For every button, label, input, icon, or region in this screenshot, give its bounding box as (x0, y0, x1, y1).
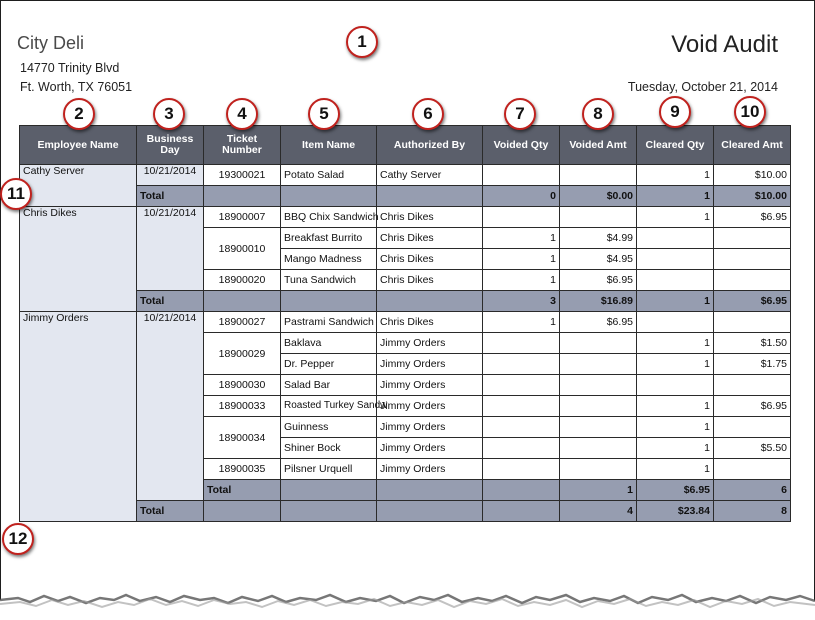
total-voided-qty: 1 (560, 480, 637, 501)
callout-marker-4: 4 (226, 98, 258, 130)
total-voided-qty: 0 (483, 186, 560, 207)
col-voided-amt: Voided Amt (560, 126, 637, 165)
voided-amt (560, 438, 637, 459)
voided-amt: $4.99 (560, 228, 637, 249)
total-voided-amt: $0.00 (560, 186, 637, 207)
authorized-by: Jimmy Orders (377, 459, 483, 480)
authorized-by: Jimmy Orders (377, 438, 483, 459)
report-title: Void Audit (671, 31, 778, 58)
authorized-by: Cathy Server (377, 165, 483, 186)
item-name: Roasted Turkey Sandw (281, 396, 377, 417)
authorized-by: Jimmy Orders (377, 417, 483, 438)
callout-marker-10: 10 (734, 96, 766, 128)
grand-total-voided-amt: $23.84 (637, 501, 714, 522)
col-employee-name: Employee Name (20, 126, 137, 165)
table-row (20, 165, 791, 186)
callout-marker-2: 2 (63, 98, 95, 130)
voided-amt: $6.95 (560, 270, 637, 291)
total-label: Total (204, 480, 281, 501)
col-business-day: Business Day (137, 126, 204, 165)
voided-amt (560, 207, 637, 228)
total-label: Total (137, 186, 204, 207)
cleared-qty: 1 (637, 333, 714, 354)
grand-total-voided-qty: 4 (560, 501, 637, 522)
table-row (20, 312, 791, 333)
item-name: Baklava (281, 333, 377, 354)
col-authorized-by: Authorized By (377, 126, 483, 165)
cleared-amt (714, 228, 791, 249)
cleared-amt (714, 249, 791, 270)
authorized-by: Jimmy Orders (377, 354, 483, 375)
item-name: Mango Madness (281, 249, 377, 270)
ticket-number: 19300021 (204, 165, 281, 186)
cleared-qty (637, 375, 714, 396)
voided-amt: $6.95 (560, 312, 637, 333)
voided-amt (560, 333, 637, 354)
col-cleared-qty: Cleared Qty (637, 126, 714, 165)
item-name: Dr. Pepper (281, 354, 377, 375)
cleared-amt (714, 375, 791, 396)
table-row (20, 207, 791, 228)
total-cleared-amt: $6.95 (714, 291, 791, 312)
ticket-number: 18900020 (204, 270, 281, 291)
item-name: Potato Salad (281, 165, 377, 186)
employee-name: Cathy Server (20, 165, 137, 207)
total-cleared-qty: 6 (714, 480, 791, 501)
total-voided-amt: $6.95 (637, 480, 714, 501)
cleared-amt (714, 270, 791, 291)
voided-amt (560, 375, 637, 396)
address-line-2: Ft. Worth, TX 76051 (20, 80, 133, 94)
authorized-by: Jimmy Orders (377, 375, 483, 396)
voided-qty: 1 (483, 312, 560, 333)
total-voided-qty: 3 (483, 291, 560, 312)
void-audit-table (19, 125, 791, 522)
cleared-qty (637, 312, 714, 333)
voided-qty: 1 (483, 249, 560, 270)
voided-qty (483, 354, 560, 375)
callout-marker-1: 1 (346, 26, 378, 58)
voided-amt (560, 417, 637, 438)
voided-qty (483, 459, 560, 480)
item-name: Salad Bar (281, 375, 377, 396)
cleared-amt: $5.50 (714, 438, 791, 459)
cleared-qty: 1 (637, 354, 714, 375)
voided-qty (483, 396, 560, 417)
grand-total-label: Total (137, 501, 204, 522)
ticket-number: 18900029 (204, 333, 281, 375)
ticket-number: 18900007 (204, 207, 281, 228)
voided-amt (560, 354, 637, 375)
cleared-amt (714, 312, 791, 333)
torn-edge-graphic (0, 578, 815, 620)
voided-qty (483, 375, 560, 396)
item-name: Pastrami Sandwich (281, 312, 377, 333)
authorized-by: Chris Dikes (377, 207, 483, 228)
cleared-qty (637, 249, 714, 270)
cleared-qty: 1 (637, 438, 714, 459)
cleared-amt (714, 459, 791, 480)
voided-qty (483, 333, 560, 354)
cleared-qty: 1 (637, 396, 714, 417)
authorized-by: Jimmy Orders (377, 396, 483, 417)
ticket-number: 18900033 (204, 396, 281, 417)
callout-marker-12: 12 (2, 523, 34, 555)
ticket-number: 18900035 (204, 459, 281, 480)
authorized-by: Chris Dikes (377, 270, 483, 291)
callout-marker-5: 5 (308, 98, 340, 130)
col-item-name: Item Name (281, 126, 377, 165)
col-cleared-amt: Cleared Amt (714, 126, 791, 165)
cleared-amt: $6.95 (714, 396, 791, 417)
cleared-amt (714, 417, 791, 438)
cleared-amt: $1.75 (714, 354, 791, 375)
voided-qty (483, 165, 560, 186)
address-line-1: 14770 Trinity Blvd (20, 61, 120, 75)
callout-marker-7: 7 (504, 98, 536, 130)
item-name: Breakfast Burrito (281, 228, 377, 249)
authorized-by: Chris Dikes (377, 228, 483, 249)
cleared-qty: 1 (637, 165, 714, 186)
cleared-qty: 1 (637, 459, 714, 480)
voided-amt (560, 459, 637, 480)
voided-amt: $4.95 (560, 249, 637, 270)
voided-qty: 1 (483, 228, 560, 249)
business-day: 10/21/2014 (137, 312, 204, 501)
total-voided-amt: $16.89 (560, 291, 637, 312)
item-name: Guinness (281, 417, 377, 438)
authorized-by: Jimmy Orders (377, 333, 483, 354)
cleared-qty (637, 228, 714, 249)
voided-amt (560, 396, 637, 417)
item-name: Tuna Sandwich (281, 270, 377, 291)
voided-amt (560, 165, 637, 186)
authorized-by: Chris Dikes (377, 312, 483, 333)
report-date: Tuesday, October 21, 2014 (627, 80, 778, 94)
table-header-row (20, 126, 791, 165)
callout-marker-6: 6 (412, 98, 444, 130)
callout-marker-8: 8 (582, 98, 614, 130)
cleared-qty: 1 (637, 207, 714, 228)
ticket-number: 18900030 (204, 375, 281, 396)
voided-qty (483, 417, 560, 438)
cleared-amt: $1.50 (714, 333, 791, 354)
authorized-by: Chris Dikes (377, 249, 483, 270)
ticket-number: 18900034 (204, 417, 281, 459)
item-name: Pilsner Urquell (281, 459, 377, 480)
col-voided-qty: Voided Qty (483, 126, 560, 165)
business-day: 10/21/2014 (137, 207, 204, 291)
employee-name: Jimmy Orders (20, 312, 137, 522)
cleared-amt: $6.95 (714, 207, 791, 228)
cleared-amt: $10.00 (714, 165, 791, 186)
callout-marker-9: 9 (659, 96, 691, 128)
business-day: 10/21/2014 (137, 165, 204, 186)
cleared-qty: 1 (637, 417, 714, 438)
voided-qty (483, 438, 560, 459)
voided-qty (483, 207, 560, 228)
cleared-qty (637, 270, 714, 291)
company-name: City Deli (17, 33, 85, 53)
item-name: Shiner Bock (281, 438, 377, 459)
total-cleared-qty: 1 (637, 291, 714, 312)
voided-qty: 1 (483, 270, 560, 291)
total-cleared-amt: $10.00 (714, 186, 791, 207)
ticket-number: 18900010 (204, 228, 281, 270)
col-ticket-number: Ticket Number (204, 126, 281, 165)
grand-total-cleared-qty: 8 (714, 501, 791, 522)
ticket-number: 18900027 (204, 312, 281, 333)
callout-marker-11: 11 (0, 178, 32, 210)
total-label: Total (137, 291, 204, 312)
callout-marker-3: 3 (153, 98, 185, 130)
item-name: BBQ Chix Sandwich (281, 207, 377, 228)
employee-name: Chris Dikes (20, 207, 137, 312)
total-cleared-qty: 1 (637, 186, 714, 207)
